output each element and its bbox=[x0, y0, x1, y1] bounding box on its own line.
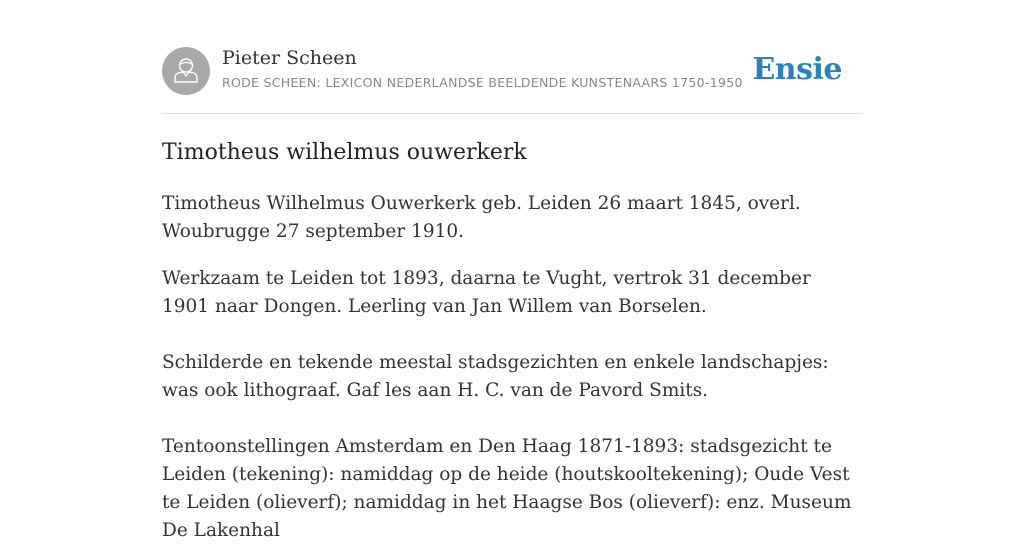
article-paragraph-2: Werkzaam te Leiden tot 1893, daarna te Vught, vertrok 31 december 1901 naar Dongen. Leerling van Jan Willem van Borselen. bbox=[162, 268, 811, 317]
author-name[interactable]: Pieter Scheen bbox=[222, 47, 357, 69]
source-publication[interactable]: RODE SCHEEN: LEXICON NEDERLANDSE BEELDENDE KUNSTENAARS 1750-1950 bbox=[222, 75, 743, 90]
article-paragraph-1: Timotheus Wilhelmus Ouwerkerk geb. Leiden 26 maart 1845, overl. Woubrugge 27 september 1910. bbox=[162, 193, 801, 242]
article-paragraph-3: Schilderde en tekende meestal stadsgezichten en enkele landschapjes: was ook lithograaf. Gaf les aan H. C. van de Pavord Smits. bbox=[162, 352, 829, 401]
article-header bbox=[162, 46, 862, 114]
person-outline-icon bbox=[162, 47, 210, 95]
brand-logo[interactable]: Ensie bbox=[752, 52, 842, 87]
header-divider bbox=[162, 113, 862, 114]
article-paragraph-4: Tentoonstellingen Amsterdam en Den Haag 1871-1893: stadsgezicht te Leiden (tekening): namiddag op de heide (houtskooltekening); Oude Vest te Leiden (olieverf); namiddag in het Haagse Bos (olieverf): enz. Museum De Lakenhal bbox=[162, 436, 852, 541]
article-title: Timotheus wilhelmus ouwerkerk bbox=[162, 140, 527, 165]
user-avatar-icon[interactable] bbox=[162, 47, 210, 95]
